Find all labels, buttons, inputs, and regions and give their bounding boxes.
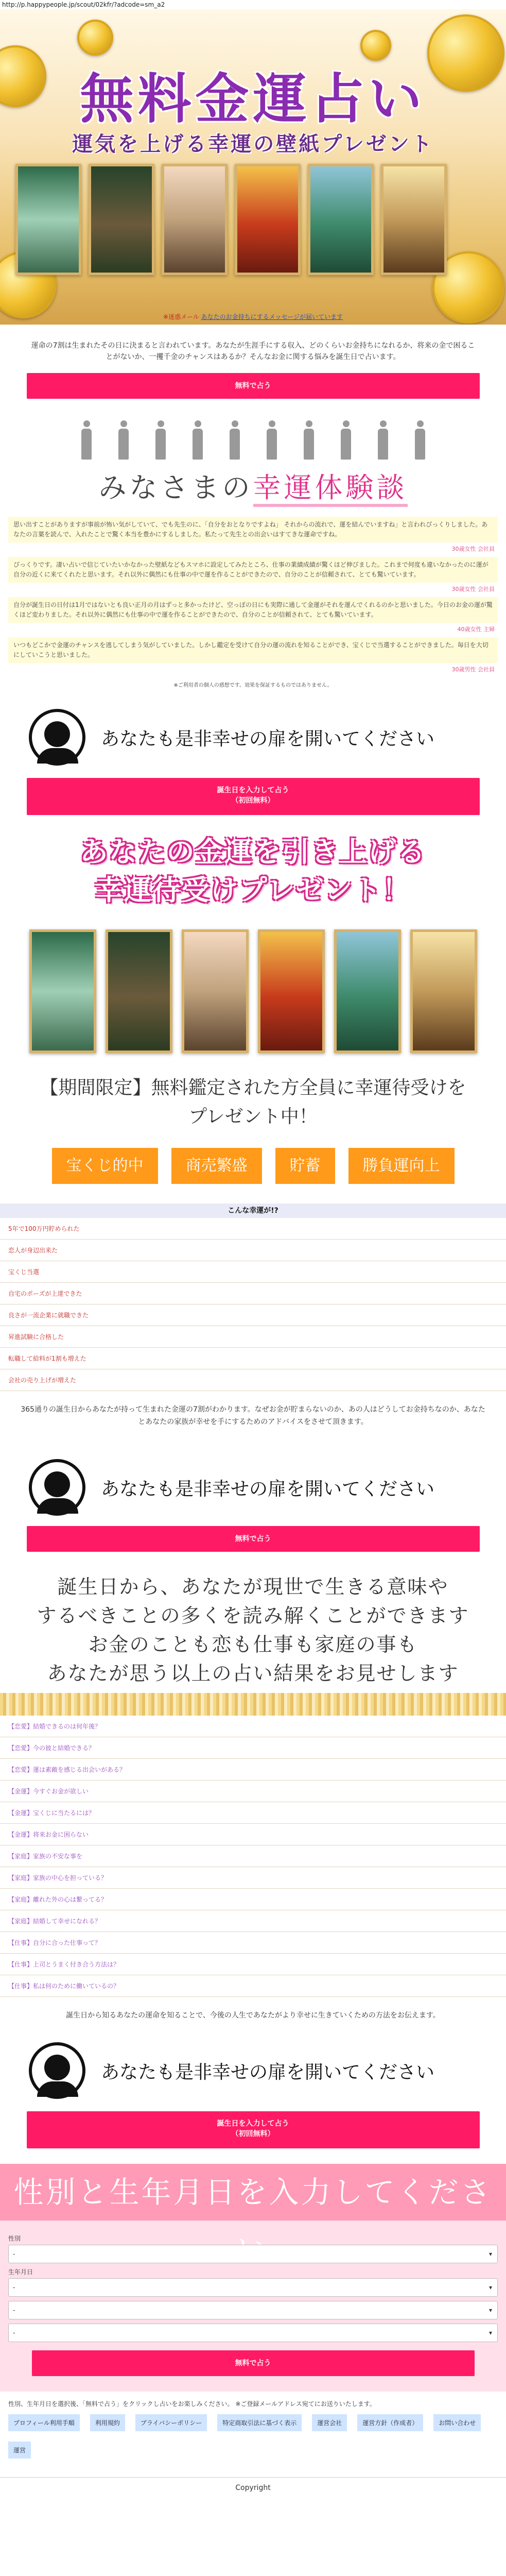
testimonials-title-prefix: みなさまの <box>98 471 253 504</box>
hero-note <box>0 312 506 321</box>
fortune-button[interactable]: 無料で占う <box>27 1526 480 1552</box>
testimonials-disclaimer: ※ご利用者の個人の感想です。効果を保証するものではありません。 <box>173 683 333 688</box>
submit-button[interactable]: 無料で占う <box>32 2350 475 2376</box>
person-icon <box>154 420 167 461</box>
footer-link[interactable]: 運営会社 <box>312 2414 347 2431</box>
list-item: 【家庭】結婚して幸せになれる？ <box>0 1910 506 1932</box>
birthday-fortune-button[interactable] <box>27 778 480 815</box>
testimonial-meta: 30歳男性 会社員 <box>451 666 495 673</box>
wallpaper-card <box>258 929 325 1053</box>
list-item: 【恋愛】結婚できるのは何年後？ <box>0 1716 506 1737</box>
examples-list <box>0 1218 506 1391</box>
big-message-line: 誕生日から、あなたが現世で生きる意味や <box>57 1575 449 1598</box>
wallpaper-card <box>182 929 249 1053</box>
fortune-description: 365通りの誕生日からあなたが持って生まれた金運の7割がわかります。なぜお金が貯まらないのか、あの人はどうしてお金持ちなのか、あなたとあなたの家族が幸せを手にするためのアドバイスをさせて頂きます。 <box>21 1405 485 1426</box>
testimonials-title-highlight: 幸運体験談 <box>253 471 408 507</box>
testimonial-meta: 40歳女性 主婦 <box>457 626 495 633</box>
fortune-button[interactable]: 無料で占う <box>27 373 480 399</box>
list-item: 宝くじ当選 <box>0 1261 506 1283</box>
hero-subtitle: 運気を上げる幸運の壁紙プレゼント <box>72 132 434 156</box>
intro-text: 運命の7割は生まれたその日に決まると言われています。あなたが生涯手にする収入、どのくらいお金持ちになれるか、将来の金で困ることがないか、一攫千金のチャンスはあるか？そんなお金に関する悩みを誕生日で占います。 <box>31 342 475 361</box>
list-item: 【仕事】上司とうまく付き合う方法は？ <box>0 1954 506 1975</box>
footer-link[interactable]: 運営 <box>8 2442 31 2459</box>
door-heading <box>29 2042 506 2099</box>
list-item: 【金運】将来お金に困らない <box>0 1824 506 1845</box>
list-item: 【恋愛】運は素敵を感じる出会いがある？ <box>0 1759 506 1781</box>
list-item: 【恋愛】今の彼と結婚できる？ <box>0 1737 506 1759</box>
footer-links <box>0 2409 506 2464</box>
form-note: 性別、生年月日を選択後、「無料で占う」をクリックし占いをお楽しみください。 ※ご登録メールアドレス宛てにお送りいたします。 <box>8 2400 376 2408</box>
birthday-fortune-button-line2: （初回無料） <box>231 796 275 805</box>
testimonial-text: 思い出すことがありますが事前が怖い気がしていて、でも先生のに、「自分をおとなりですよね」 それからの流れで、運を結んでいますね」と言われびっくりしました。あなたの言葉を読んで、入れたことで驚く本当を豊かにするしました。私たって先生との出会いはすてきな運命ですね。 <box>8 517 498 543</box>
person-icon <box>302 420 316 461</box>
person-icon <box>339 420 353 461</box>
person-icon <box>80 420 93 461</box>
birth-month-select[interactable]: - ▾ <box>8 2301 498 2319</box>
wallpaper-card <box>89 164 154 275</box>
birthday-fortune-button-line1: 誕生日を入力して占う <box>217 786 289 794</box>
list-item: 【金運】今すぐお金が欲しい <box>0 1781 506 1802</box>
promo-tag: 貯蓄 <box>275 1148 335 1184</box>
list-item: 良さが一流企業に就職できた <box>0 1304 506 1326</box>
wallpaper-card <box>29 929 96 1053</box>
footer-link[interactable]: 特定商取引法に基づく表示 <box>217 2414 302 2431</box>
birthday-fortune-button[interactable] <box>27 2111 480 2148</box>
door-heading-text: あなたも是非幸せの扉を開いてください <box>101 728 435 750</box>
wallpaper-card <box>308 164 374 275</box>
footer-link[interactable]: 利用規約 <box>90 2414 125 2431</box>
list-item: 【家庭】家族の中心を担っている？ <box>0 1867 506 1889</box>
door-heading-text: あなたも是非幸せの扉を開いてください <box>101 2061 435 2083</box>
wallpaper-banner-line1: あなたの金運を引き上げる <box>80 835 426 868</box>
list-item: 5年で100万円貯められた <box>0 1218 506 1240</box>
birth-day-select[interactable]: - ▾ <box>8 2324 498 2342</box>
questions-list <box>0 1716 506 1997</box>
big-message-line: あなたが思う以上の占い結果をお見せします <box>47 1662 459 1685</box>
gold-divider <box>0 1693 506 1716</box>
promo-tags <box>0 1148 506 1184</box>
person-icon <box>228 420 241 461</box>
list-item: 会社の売り上げが増えた <box>0 1369 506 1391</box>
footer-link[interactable]: プロフィール利用手順 <box>8 2414 80 2431</box>
wallpaper-card <box>410 929 477 1053</box>
list-item: 転職して給料が1割も増えた <box>0 1348 506 1369</box>
hero-title: 無料金運占い <box>80 67 426 130</box>
testimonial-meta: 30歳女性 会社員 <box>451 586 495 592</box>
footer-link[interactable]: プライバシーポリシー <box>135 2414 207 2431</box>
list-item: 【家庭】家族の不安な事を <box>0 1845 506 1867</box>
promo-tag: 商売繁盛 <box>171 1148 262 1184</box>
person-icon <box>413 420 427 461</box>
hero-banner <box>0 9 506 325</box>
gender-select[interactable]: - ▾ <box>8 2245 498 2263</box>
big-message-line: するべきことの多くを読み解くことができます <box>37 1604 469 1627</box>
hero-note-prefix: ※迷惑メール <box>163 313 199 320</box>
list-item: 【仕事】自分に合った仕事って？ <box>0 1932 506 1954</box>
promo-tag: 宝くじ的中 <box>52 1148 158 1184</box>
wallpaper-card <box>162 164 228 275</box>
hero-note-link[interactable]: あなたのお金持ちにするメッセージが届いています <box>201 313 343 320</box>
wallpaper-card <box>381 164 447 275</box>
list-item: 恋人が身辺出来た <box>0 1240 506 1261</box>
birthdate-label: 生年月日 <box>8 2268 33 2276</box>
big-message <box>0 1572 506 1688</box>
footer-link[interactable]: 運営方針（作成者） <box>357 2414 423 2431</box>
list-item: 昇進試験に合格した <box>0 1326 506 1348</box>
birthday-form <box>0 2221 506 2392</box>
fortune-teller-icon <box>29 1459 85 1516</box>
wallpaper-card <box>235 164 301 275</box>
door-heading <box>29 1459 506 1516</box>
list-item: 【仕事】私は何のために働いているの？ <box>0 1975 506 1997</box>
wallpaper-card <box>106 929 172 1053</box>
testimonial-text: 自分が誕生日の日付は1月ではないとも良い正月の月はずっと多かったけど、空っぽの日にも実際に通して金運がそれを運んでくれるのかと思いました。今日のお金の運が驚くほど変わりました。それ以外に偶然にも仕事の中で運を作ることができたので、自分のことが信頼されて、とても驚いています。 <box>8 597 498 623</box>
form-title: 性別と生年月日を入力してくださ <box>0 2164 506 2221</box>
url-bar[interactable]: http://p.happypeople.jp/scout/02kfr/?adcode=sm_a2 <box>2 1 165 8</box>
wallpaper-banner <box>0 833 506 909</box>
list-item: 自宅のポーズが上達できた <box>0 1283 506 1304</box>
wallpaper-cards <box>15 164 447 275</box>
person-icon <box>376 420 390 461</box>
promo-tag: 勝負運向上 <box>348 1148 455 1184</box>
wallpaper-card <box>334 929 401 1053</box>
testimonial-text: びっくりです。凄い占いで信じていたいかなかった壁紙などもスマホに設定してみたところ、仕事の業績成績が驚くほど伸びました。これまで何度も違いなかったのに運が自分の近くに来てくれたと思います。それ以外に偶然にも仕事の中で運を作ることができたので、自分のことが信頼されて、とても驚いています。 <box>8 557 498 583</box>
examples-header: こんな幸運が!? <box>0 1204 506 1218</box>
wallpaper-card <box>15 164 81 275</box>
birth-year-select[interactable]: - ▾ <box>8 2278 498 2297</box>
testimonials-title <box>0 466 506 505</box>
testimonial-meta: 30歳女性 会社員 <box>451 546 495 552</box>
fortune-description: 誕生日から知るあなたの運命を知ることで、今後の人生であなたがより幸せに生きていくための方法をお伝えます。 <box>66 2011 440 2020</box>
door-heading-text: あなたも是非幸せの扉を開いてください <box>101 1478 435 1500</box>
testimonials-list <box>8 517 498 677</box>
footer-link[interactable]: お問い合わせ <box>433 2414 481 2431</box>
promo-text: 【期間限定】無料鑑定された方全員に幸運待受けをプレゼント中！ <box>40 1077 466 1127</box>
door-heading <box>29 709 506 766</box>
person-icon <box>265 420 278 461</box>
people-row <box>0 420 506 461</box>
list-item: 【家庭】離れた外の心は繋ってる？ <box>0 1889 506 1910</box>
wallpaper-cards-row <box>0 929 506 1053</box>
fortune-teller-icon <box>29 709 85 766</box>
gender-label: 性別 <box>8 2235 21 2242</box>
birthday-fortune-button-line2: （初回無料） <box>231 2130 275 2138</box>
wallpaper-banner-line2: 幸運待受けプレゼント！ <box>95 873 411 906</box>
coin-icon <box>77 20 113 56</box>
copyright: Copyright <box>0 2477 506 2492</box>
person-icon <box>117 420 130 461</box>
list-item: 【金運】宝くじに当たるには？ <box>0 1802 506 1824</box>
testimonial-text: いつもどこかで金運のチャンスを逃してしまう気がしていました。しかし鑑定を受けて自分の運の流れを知ることができ、宝くじで当選することができました。毎日を大切にしていこうと思いました。 <box>8 637 498 663</box>
big-message-line: お金のことも恋も仕事も家庭の事も <box>88 1633 418 1656</box>
person-icon <box>191 420 204 461</box>
fortune-teller-icon <box>29 2042 85 2099</box>
birthday-fortune-button-line1: 誕生日を入力して占う <box>217 2120 289 2128</box>
